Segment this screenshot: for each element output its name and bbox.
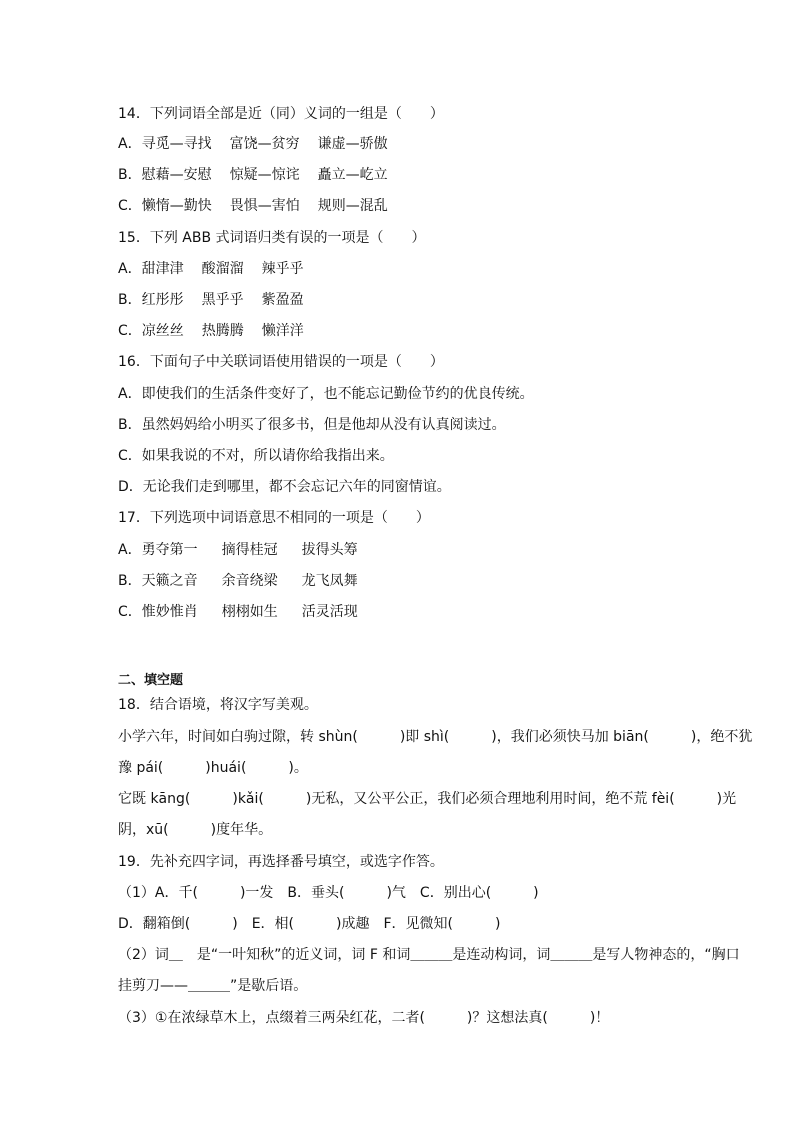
option-word: 畏惧—害怕 <box>229 198 300 214</box>
option-word: 规则—混乱 <box>317 198 388 214</box>
option-label: A． <box>118 261 142 277</box>
option-word: 栩栩如生 <box>221 604 278 620</box>
q19-line-3: （2）词＿ 是“一叶知秋”的近义词，词 F 和词＿＿＿是连动构词，词＿＿＿是写人物神态的，“胸口 <box>118 947 740 963</box>
option-word: 寻觅—寻找 <box>141 136 212 152</box>
option-label: B． <box>118 573 142 589</box>
option-word: 黑乎乎 <box>201 292 244 308</box>
option-word: 惊疑—惊诧 <box>229 167 300 183</box>
option-word: 热腾腾 <box>201 323 244 339</box>
option-label: B． <box>118 292 142 308</box>
q17-option-b <box>118 571 358 591</box>
option-word: 辣乎乎 <box>261 261 304 277</box>
option-word: 龙飞凤舞 <box>301 573 358 589</box>
option-word: 摘得桂冠 <box>221 542 278 558</box>
q14-option-b <box>118 165 388 185</box>
option-word: 谦虚—骄傲 <box>317 136 388 152</box>
q16-option-d <box>118 477 451 497</box>
option-word: 懒洋洋 <box>261 323 304 339</box>
option-word: 红彤彤 <box>141 292 184 308</box>
option-word: 懒惰—勤快 <box>141 198 212 214</box>
option-label: D． <box>118 479 143 495</box>
option-word: 天籁之音 <box>141 573 198 589</box>
q18-paragraph-1-line-2: 豫 pái( )huái( )。 <box>118 760 308 776</box>
option-label: A． <box>118 136 142 152</box>
option-label: C． <box>118 198 142 214</box>
q17-option-c <box>118 602 358 622</box>
q19-line-4: 挂剪刀——＿＿＿”是歇后语。 <box>118 978 308 994</box>
q18-paragraph-2-line-2: 阴，xū( )度年华。 <box>118 822 273 838</box>
option-label: A． <box>118 386 142 402</box>
q15-stem: 15．下列 ABB 式词语归类有误的一项是（ ） <box>118 230 426 246</box>
q18-paragraph-2-line-1: 它既 kāng( )kǎi( )无私，又公平公正，我们必须合理地利用时间，绝不荒 fèi( )光 <box>118 791 737 807</box>
option-word: 勇夺第一 <box>141 542 198 558</box>
option-label: B． <box>118 417 142 433</box>
section-title: 二、填空题 <box>118 673 184 688</box>
option-text: 即使我们的生活条件变好了，也不能忘记勤俭节约的优良传统。 <box>141 386 534 402</box>
option-word: 拔得头筹 <box>301 542 358 558</box>
q14-option-a <box>118 134 388 154</box>
q18-paragraph-1-line-1: 小学六年，时间如白驹过隙，转 shùn( )即 shì( )，我们必须快马加 biān( )，绝不犹 <box>118 729 753 745</box>
q16-stem: 16．下面句子中关联词语使用错误的一项是（ ） <box>118 354 444 370</box>
q19-line-5: （3）①在浓绿草木上，点缀着三两朵红花，二者( )？这想法真( )！ <box>118 1010 610 1026</box>
option-text: 如果我说的不对，所以请你给我指出来。 <box>141 448 394 464</box>
q17-option-a <box>118 540 358 560</box>
option-word: 慰藉—安慰 <box>141 167 212 183</box>
option-word: 惟妙惟肖 <box>141 604 198 620</box>
option-word: 凉丝丝 <box>141 323 184 339</box>
option-word: 酸溜溜 <box>201 261 244 277</box>
option-word: 紫盈盈 <box>261 292 304 308</box>
option-label: C． <box>118 604 142 620</box>
q19-line-2: D．翻箱倒( ) E．相( )成趣 F．见微知( ) <box>118 916 501 932</box>
q16-option-c <box>118 446 394 466</box>
option-label: A． <box>118 542 142 558</box>
q16-option-a <box>118 384 534 404</box>
q18-stem: 18．结合语境，将汉字写美观。 <box>118 697 318 713</box>
option-word: 余音绕梁 <box>221 573 278 589</box>
q15-option-b <box>118 290 304 310</box>
option-label: B． <box>118 167 142 183</box>
q16-option-b <box>118 415 506 435</box>
q19-line-1: （1）A．千( )一发 B．垂头( )气 C．别出心( ) <box>118 885 539 901</box>
q14-option-c <box>118 196 388 216</box>
q17-stem: 17．下列选项中词语意思不相同的一项是（ ） <box>118 510 430 526</box>
option-word: 活灵活现 <box>301 604 358 620</box>
option-text: 虽然妈妈给小明买了很多书，但是他却从没有认真阅读过。 <box>141 417 506 433</box>
option-label: C． <box>118 448 142 464</box>
option-label: C． <box>118 323 142 339</box>
option-word: 甜津津 <box>141 261 184 277</box>
q14-stem: 14．下列词语全部是近（同）义词的一组是（ ） <box>118 106 444 122</box>
q19-stem: 19．先补充四字词，再选择番号填空，或选字作答。 <box>118 854 444 870</box>
option-word: 矗立—屹立 <box>317 167 388 183</box>
option-word: 富饶—贫穷 <box>229 136 300 152</box>
q15-option-a <box>118 259 304 279</box>
option-text: 无论我们走到哪里，都不会忘记六年的同窗情谊。 <box>142 479 451 495</box>
q15-option-c <box>118 321 304 341</box>
